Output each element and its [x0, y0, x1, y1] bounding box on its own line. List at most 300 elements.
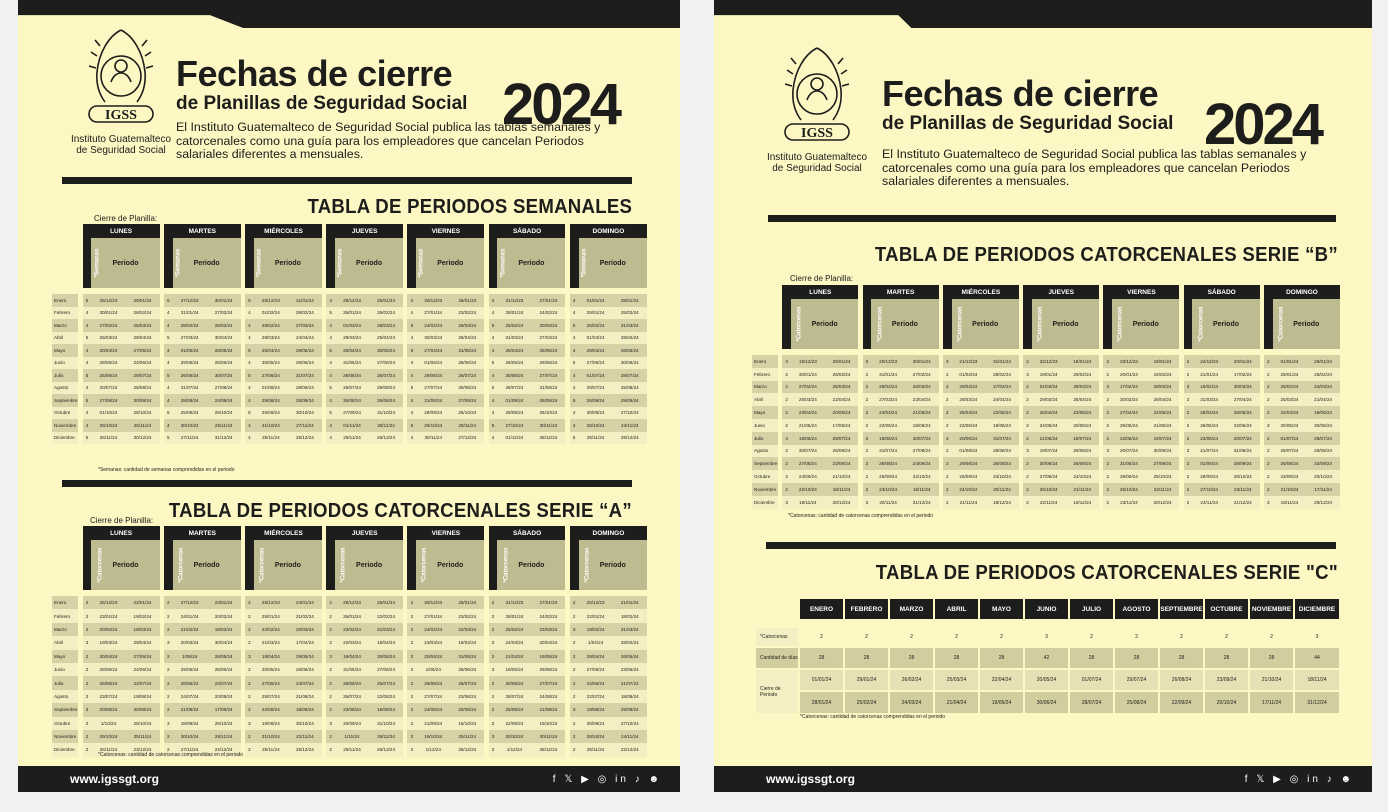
count-header: *Catorcenas: [1264, 299, 1273, 349]
start-date: 20/03/24: [173, 636, 207, 649]
start-date: 28/11/24: [254, 432, 288, 445]
end-date: 21/12/24: [1226, 496, 1260, 509]
period-count: 2: [407, 609, 416, 622]
end-date: 24/10/24: [1065, 470, 1099, 483]
month-label: Septiembre: [752, 457, 778, 470]
end-date: 27/05/24: [125, 344, 159, 357]
table-row: [752, 381, 1340, 394]
end-date: 22/06/24: [1226, 419, 1260, 432]
period-count: 4: [489, 369, 498, 382]
period-count: 3: [570, 703, 579, 716]
start-date: 24/11/24: [1192, 496, 1226, 509]
period-count: 2: [326, 636, 335, 649]
period-count: 2: [407, 636, 416, 649]
period-count: 2: [943, 483, 952, 496]
month-header: FEBRERO: [844, 599, 889, 619]
start-date: 27/03/24: [871, 393, 905, 406]
month-label: Abril: [52, 636, 78, 649]
period-count: 4: [570, 419, 579, 432]
social-icons[interactable]: f 𝕏 ▶ ◎ in ♪ ☻: [1244, 773, 1354, 785]
table-row: [52, 294, 647, 307]
period-count: 4: [570, 344, 579, 357]
period-count: 2: [245, 596, 254, 609]
end-date: 25/06/24: [207, 663, 241, 676]
end-date: 30/10/24: [288, 407, 322, 420]
start-date: 30/06/24: [497, 369, 531, 382]
count-header: *Semanas: [407, 238, 416, 288]
end-date: 27/08/24: [905, 445, 939, 458]
start-date: 23/02/24: [335, 623, 369, 636]
periodo-header: Periodo: [579, 540, 647, 590]
start-date: 31/08/24: [1112, 457, 1146, 470]
start-date: 30/04/24: [91, 650, 125, 663]
end-date: 25/05/24: [1226, 406, 1260, 419]
end-date: 23/02/24: [450, 307, 484, 320]
start-date: 18/06/24: [791, 432, 825, 445]
period-count: 2: [799, 627, 844, 647]
period-count: 5: [83, 294, 92, 307]
end-date: 28/09/24: [531, 394, 565, 407]
periodo-header: Periodo: [1032, 299, 1099, 349]
end-date: 31/10/24: [369, 407, 403, 420]
start-date: 27/11/24: [173, 743, 207, 756]
period-count: 2: [407, 717, 416, 730]
period-count: 3: [164, 717, 173, 730]
period-count: 2: [164, 703, 173, 716]
start-date: 24/07/24: [173, 690, 207, 703]
periodo-header: Periodo: [497, 540, 565, 590]
period-count: 2: [326, 676, 335, 689]
month-label: Noviembre: [52, 419, 78, 432]
month-label: Junio: [752, 419, 778, 432]
start-date: 24/02/24: [416, 623, 450, 636]
row-label: Cierre de Periodo: [755, 669, 799, 713]
period-count: 2: [245, 730, 254, 743]
period-count: 2: [407, 596, 416, 609]
period-count: 2: [943, 406, 952, 419]
month-label: Marzo: [752, 381, 778, 394]
end-date: 17/11/24: [1306, 483, 1340, 496]
start-date: 27/06/24: [254, 369, 288, 382]
period-count: 4: [407, 394, 416, 407]
day-header: LUNES: [83, 224, 160, 238]
period-count: 2: [782, 445, 791, 458]
start-date: 27/10/24: [497, 419, 531, 432]
website-link[interactable]: www.igssgt.org: [766, 772, 855, 786]
start-date: 19/07/24: [1032, 445, 1066, 458]
table-row: [752, 406, 1340, 419]
start-date: 30/05/24: [254, 663, 288, 676]
end-date: 28/02/24: [985, 368, 1019, 381]
period-count: 2: [1184, 419, 1193, 432]
end-date: 30/05/24: [369, 344, 403, 357]
start-date: 01/11/24: [335, 419, 369, 432]
table-row: [52, 676, 647, 689]
period-count: 2: [1103, 419, 1112, 432]
start-date: 29/09/24: [497, 407, 531, 420]
end-date: 29/07/24: [125, 369, 159, 382]
end-date: 27/10/24: [613, 407, 647, 420]
end-date: 18/10/24: [450, 717, 484, 730]
start-date: 28/12/23: [254, 596, 288, 609]
count-header: *Catorcenas: [782, 299, 791, 349]
start-date: 26/05/24: [497, 357, 531, 370]
count-header: *Catorcenas: [943, 299, 952, 349]
table-row: [752, 432, 1340, 445]
period-count: 2: [164, 623, 173, 636]
start-date: 30/01/24: [91, 307, 125, 320]
periodo-header: Periodo: [952, 299, 1019, 349]
end-date: 30/06/24: [613, 357, 647, 370]
month-label: Julio: [52, 676, 78, 689]
end-date: 26/08/24: [825, 445, 859, 458]
period-count: 4: [570, 294, 579, 307]
start-date: 24/08/24: [416, 703, 450, 716]
start-date: 31/08/24: [416, 394, 450, 407]
start-date: 30/08/24: [335, 394, 369, 407]
start-date: 21/05/24: [791, 419, 825, 432]
start-date: 31/07/24: [871, 445, 905, 458]
end-date: 25/11/24: [125, 730, 159, 743]
start-date: 27/03/24: [173, 332, 207, 345]
start-date: 27/08/24: [791, 457, 825, 470]
end-date: 26/09/24: [1065, 457, 1099, 470]
start-date: 21/10/24: [1273, 483, 1307, 496]
end-date: 30/01/24: [207, 294, 241, 307]
end-date: 28/01/24: [799, 691, 844, 713]
start-date: 23/09/24: [1204, 669, 1249, 691]
end-date: 25/02/24: [844, 691, 889, 713]
period-count: 2: [489, 743, 498, 756]
period-count: 2: [1264, 445, 1273, 458]
table-row: [52, 609, 647, 622]
table-row: [52, 319, 647, 332]
start-date: 21/09/24: [416, 717, 450, 730]
period-count: 2: [245, 609, 254, 622]
period-count: 4: [570, 407, 579, 420]
end-date: 26/11/24: [207, 419, 241, 432]
period-count: 2: [245, 663, 254, 676]
period-count: 2: [1264, 470, 1273, 483]
end-date: 26/05/24: [613, 344, 647, 357]
start-date: 28/10/24: [579, 419, 613, 432]
start-date: 21/02/24: [173, 623, 207, 636]
period-count: 5: [570, 319, 579, 332]
end-date: 30/12/24: [825, 496, 859, 509]
periodo-header: Periodo: [335, 238, 403, 288]
end-date: 28/04/24: [613, 636, 647, 649]
period-count: 3: [1103, 381, 1112, 394]
social-icons[interactable]: f 𝕏 ▶ ◎ in ♪ ☻: [552, 773, 662, 785]
start-date: 24/10/24: [952, 483, 986, 496]
period-count: 3: [1023, 368, 1032, 381]
period-count: 3: [943, 432, 952, 445]
website-link[interactable]: www.igssgt.org: [70, 772, 159, 786]
start-date: 29/10/24: [91, 419, 125, 432]
day-header: DOMINGO: [570, 526, 647, 540]
period-count: 2: [489, 609, 498, 622]
period-count: 2: [83, 609, 92, 622]
serie-c-table: [754, 599, 1339, 713]
period-count: 2: [863, 368, 872, 381]
year: 2024: [1204, 92, 1322, 157]
end-date: 29/12/24: [613, 432, 647, 445]
cierre-label: Cierre de Planilla:: [90, 516, 154, 525]
end-date: 27/06/24: [369, 663, 403, 676]
month-label: Diciembre: [52, 743, 78, 756]
end-date: 30/04/24: [207, 636, 241, 649]
start-date: 20/07/24: [1112, 445, 1146, 458]
period-count: 4: [164, 357, 173, 370]
end-date: 31/01/24: [985, 355, 1019, 368]
start-date: 19/06/24: [871, 432, 905, 445]
end-date: 25/08/24: [613, 382, 647, 395]
table-row: [52, 636, 647, 649]
table-row: [52, 307, 647, 320]
period-count: 2: [570, 676, 579, 689]
start-date: 01/12/24: [497, 432, 531, 445]
day-header: LUNES: [83, 526, 160, 540]
end-date: 27/05/24: [125, 650, 159, 663]
table-row: [52, 650, 647, 663]
month-label: Abril: [752, 393, 778, 406]
start-date: 27/10/24: [1192, 483, 1226, 496]
end-date: 20/10/24: [1306, 470, 1340, 483]
end-date: 28/03/24: [369, 319, 403, 332]
end-date: 27/09/24: [1146, 457, 1180, 470]
period-count: 4: [83, 382, 92, 395]
period-count: 4: [407, 307, 416, 320]
period-count: 3: [782, 496, 791, 509]
start-date: 25/02/24: [497, 319, 531, 332]
start-date: 31/03/24: [497, 332, 531, 345]
start-date: 27/02/24: [791, 381, 825, 394]
end-date: 23/01/24: [207, 596, 241, 609]
period-count: 4: [326, 294, 335, 307]
period-count: 4: [245, 319, 254, 332]
end-date: 27/02/24: [207, 307, 241, 320]
period-count: 3: [1264, 496, 1273, 509]
end-date: 26/06/24: [288, 357, 322, 370]
period-count: 5: [489, 419, 498, 432]
month-label: Mayo: [52, 344, 78, 357]
period-count: 4: [326, 394, 335, 407]
period-count: 2: [1264, 368, 1273, 381]
month-header: JULIO: [1069, 599, 1114, 619]
period-count: 5: [407, 344, 416, 357]
period-count: 2: [1184, 483, 1193, 496]
end-date: 20/09/24: [450, 703, 484, 716]
day-header: MIÉRCOLES: [245, 526, 322, 540]
end-date: 30/08/24: [1146, 445, 1180, 458]
day-header: SÁBADO: [489, 224, 566, 238]
month-header: AGOSTO: [1114, 599, 1159, 619]
end-date: 23/10/24: [985, 470, 1019, 483]
page-subtitle: de Planillas de Seguridad Social: [176, 93, 468, 114]
period-count: 2: [943, 419, 952, 432]
start-date: 19/05/24: [497, 663, 531, 676]
end-date: 20/12/24: [1146, 496, 1180, 509]
period-count: 2: [164, 730, 173, 743]
table-row: [52, 730, 647, 743]
start-date: 28/08/24: [173, 394, 207, 407]
weekly-footnote: *Semanas: cantidad de semanas comprendidas en el periodo: [98, 467, 235, 473]
count-header: *Catorcenas: [407, 540, 416, 590]
end-date: 30/07/24: [207, 369, 241, 382]
period-count: 5: [326, 382, 335, 395]
period-count: 2: [83, 663, 92, 676]
start-date: 18/02/24: [1192, 381, 1226, 394]
period-count: 5: [164, 407, 173, 420]
period-count: 2: [326, 690, 335, 703]
start-date: 30/03/24: [416, 332, 450, 345]
start-date: 23/01/24: [91, 609, 125, 622]
start-date: 20/12/23: [871, 355, 905, 368]
start-date: 29/07/24: [1273, 445, 1307, 458]
start-date: 28/07/24: [497, 690, 531, 703]
start-date: 20/06/24: [952, 432, 986, 445]
period-count: 3: [245, 650, 254, 663]
end-date: 24/06/24: [125, 663, 159, 676]
day-header: JUEVES: [326, 526, 403, 540]
start-date: 01/08/24: [254, 382, 288, 395]
end-date: 29/08/24: [369, 382, 403, 395]
end-date: 28/01/24: [1306, 355, 1340, 368]
start-date: 29/12/23: [335, 596, 369, 609]
start-date: 30/12/23: [416, 596, 450, 609]
day-header: MARTES: [863, 285, 939, 299]
start-date: 21/03/24: [254, 636, 288, 649]
end-date: 30/03/24: [1226, 381, 1260, 394]
period-count: 2: [489, 690, 498, 703]
start-date: 24/06/24: [579, 676, 613, 689]
end-date: 29/11/24: [450, 730, 484, 743]
period-count: 2: [1184, 368, 1193, 381]
period-count: 2: [245, 690, 254, 703]
start-date: 26/02/24: [579, 319, 613, 332]
start-date: 29/06/24: [416, 369, 450, 382]
end-date: 28/11/24: [369, 419, 403, 432]
period-count: 2: [1264, 406, 1273, 419]
end-date: 19/08/24: [125, 690, 159, 703]
period-count: 2: [1103, 483, 1112, 496]
serie-a-title: TABLA DE PERIODOS CATORCENALES SERIE “A”: [168, 500, 632, 522]
period-count: 2: [782, 457, 791, 470]
period-count: 5: [164, 369, 173, 382]
end-date: 22/11/24: [288, 730, 322, 743]
end-date: 24/04/24: [985, 393, 1019, 406]
end-date: 26/10/24: [531, 407, 565, 420]
month-label: Diciembre: [52, 432, 78, 445]
day-header: JUEVES: [326, 224, 403, 238]
end-date: 28/12/24: [531, 743, 565, 756]
month-label: Febrero: [52, 609, 78, 622]
count-header: *Catorcenas: [863, 299, 872, 349]
period-count: 2: [489, 623, 498, 636]
end-date: 22/01/24: [125, 596, 159, 609]
table-row: [755, 627, 1339, 647]
start-date: 29/01/24: [844, 669, 889, 691]
start-date: 29/04/24: [579, 344, 613, 357]
period-count: 2: [326, 596, 335, 609]
end-date: 30/04/24: [207, 332, 241, 345]
end-date: 31/12/24: [905, 496, 939, 509]
start-date: 31/05/24: [335, 357, 369, 370]
end-date: 19/04/24: [450, 636, 484, 649]
period-count: 3: [570, 623, 579, 636]
end-date: 23/03/24: [531, 623, 565, 636]
start-date: 1/11/24: [335, 730, 369, 743]
start-date: 01/08/24: [952, 445, 986, 458]
end-date: 29/09/24: [613, 703, 647, 716]
serie-c-title: TABLA DE PERIODOS CATORCENALES SERIE "C": [875, 562, 1338, 584]
day-header: LUNES: [782, 285, 858, 299]
start-date: 24/05/24: [1032, 419, 1066, 432]
period-count: 2: [83, 730, 92, 743]
start-date: 28/06/24: [335, 369, 369, 382]
period-count: 3: [326, 717, 335, 730]
igss-logo: [762, 40, 872, 174]
serie-a-table: [52, 526, 647, 757]
period-count: 2: [863, 406, 872, 419]
start-date: 26/10/24: [416, 419, 450, 432]
end-date: 27/04/24: [1226, 393, 1260, 406]
period-count: 3: [489, 663, 498, 676]
count-header: *Catorcenas: [1023, 299, 1032, 349]
period-count: 2: [245, 636, 254, 649]
table-row: [52, 382, 647, 395]
end-date: 24/07/24: [288, 676, 322, 689]
start-date: 01/07/24: [1069, 669, 1114, 691]
month-label: Enero: [752, 355, 778, 368]
end-date: 24/05/24: [1146, 406, 1180, 419]
day-header: SÁBADO: [1184, 285, 1260, 299]
period-count: 2: [943, 445, 952, 458]
periodo-header: Periodo: [254, 238, 322, 288]
start-date: 23/06/24: [1192, 432, 1226, 445]
end-date: 30/09/24: [125, 703, 159, 716]
period-count: 2: [570, 743, 579, 756]
count-header: *Catorcenas: [245, 540, 254, 590]
intro-text: El Instituto Guatemalteco de Seguridad Social publica las tablas semanales y catorcenales como una guía para los empleadores que cancelan Periodos salariales diferentes a mensuales.: [176, 120, 601, 161]
days-count: 28: [1249, 647, 1294, 669]
period-count: 2: [326, 663, 335, 676]
table-row: [755, 647, 1339, 669]
start-date: 30/07/24: [791, 445, 825, 458]
divider: [768, 215, 1336, 222]
periodo-header: Periodo: [1273, 299, 1340, 349]
end-date: 19/11/24: [905, 483, 939, 496]
end-date: 26/12/24: [369, 743, 403, 756]
period-count: 4: [407, 369, 416, 382]
period-count: 2: [943, 368, 952, 381]
end-date: 31/12/24: [207, 432, 241, 445]
start-date: 26/06/24: [173, 369, 207, 382]
period-count: 3: [164, 636, 173, 649]
period-count: 4: [570, 382, 579, 395]
start-date: 01/05/24: [173, 344, 207, 357]
end-date: 31/07/24: [288, 369, 322, 382]
period-count: 2: [782, 406, 791, 419]
period-count: 2: [1023, 457, 1032, 470]
start-date: 01/07/24: [1273, 432, 1307, 445]
end-date: 19/02/24: [125, 609, 159, 622]
days-count: 28: [1069, 647, 1114, 669]
end-date: 21/07/24: [613, 676, 647, 689]
period-count: 2: [782, 393, 791, 406]
period-count: 4: [83, 319, 92, 332]
start-date: 29/08/24: [254, 394, 288, 407]
